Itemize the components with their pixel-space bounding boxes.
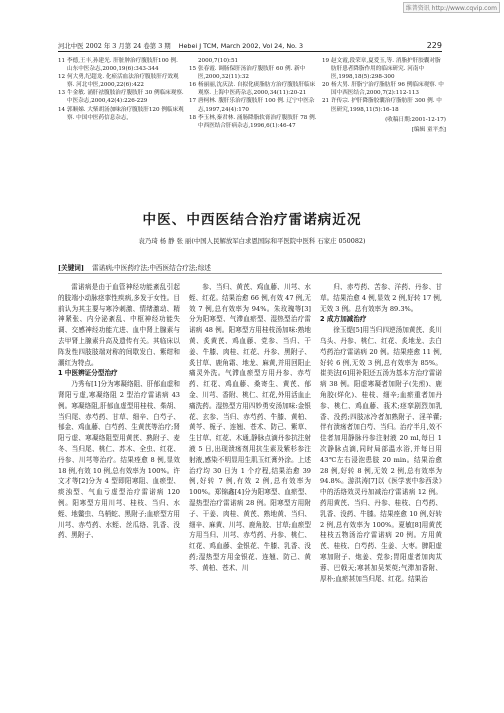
reference-column-2	[189, 57, 317, 130]
received-date: (收稿日期:2001-12-17)	[385, 116, 446, 123]
reference-text: 唐柯林. 腹肝乐治疗腹肢肝 100 例. 辽宁中医杂志,1997,24(4):170	[198, 98, 315, 113]
keywords-text: 雷诺病;中医药疗法;中西医结合疗法;综述	[92, 264, 211, 272]
reference-item	[58, 57, 184, 73]
article-title: 中医、中西医结合治疗雷诺病近况	[142, 212, 362, 228]
reference-number: 12	[58, 74, 66, 81]
running-head	[58, 38, 442, 50]
reference-text: 张春霞. 调肠保肝汤治疗腹肢肝 60 例. 新中医,2000,32(11):32	[198, 66, 306, 81]
reference-number: 21	[322, 98, 330, 105]
editor-note: [编辑 童平杰]	[411, 126, 446, 133]
reference-number: 17	[189, 98, 197, 105]
reference-text: 牛金敏. 涌肝祛腹肢治疗腹肢肝 30 例临床观察. 中医杂志,2000,42(4):226-229	[67, 90, 184, 105]
reference-item	[322, 81, 446, 97]
body-paragraph: 乃秀布[1]分为寒凝络阻、肝郁血虚和肾阳亏虚,寒凝络阻 2 型治疗雷诺病 43 例。寒凝络阻,肝郁血虚型用桂枝、柴胡、当归尾、赤芍药、甘草、细辛、白芍子、郁金、鸡血藤、白芍药、生黄芪等治疗;肾阳亏虚、寒凝络阻型用黄芪、熟附子、麦冬、当归尾、桃仁、苏木、全虫、红花、丹参、川芎等治疗。结果痊愈 8 例,显效 18 例,有效 10 例,总有效率为 100%。许文才等[2]分为 4 型即阳寒阻、血瘀型、痰浊型、气血亏虚型治疗雷诺病 120 例。阳寒型方用川芎、桂枝、当归、水蛭、地鳖虫、乌梢蛇、黑附子;血瘀型方用川芎、赤芍药、水蛭、丝瓜络、乳香、没药、黑附子、	[58, 380, 180, 540]
reference-list	[58, 57, 448, 169]
reference-text: 李玉林,秦君林. 涌肠降脂软膏治疗腹肢肝 78 例. 中西医结合肝病杂志,1996,6(1):46-47	[198, 114, 317, 129]
reference-number: 13	[58, 90, 66, 97]
reference-text: 许传宗. 护肝降脂胶囊治疗脂肪肝 300 例. 中医研究,1998,11(5):16-18	[331, 98, 442, 113]
reference-item	[322, 97, 446, 113]
section-heading: 1 中医辨证分型治疗	[58, 369, 118, 378]
reference-text: 杨丽丽,沈庆法. 自拟化痰脂肪方治疗腹肢肝临床观察. 上海中医药杂志,2000,34(11):20-21	[198, 82, 316, 97]
reference-item	[58, 106, 184, 122]
body-column-3	[320, 282, 442, 584]
reference-text: 2000,7(10):51	[198, 58, 239, 64]
reference-item	[189, 97, 317, 113]
reference-column-1	[58, 57, 184, 122]
watermark: 维普资讯 http://www.cqvip.com	[403, 2, 500, 13]
reference-text: 赵文霞,段荣章,夏爱玉,等. 消脂护肝胶囊对脂肪肝患者降脂作用的临床研究. 河南中医,1998,18(5):298-300	[331, 58, 441, 81]
journal-issue: 河北中医 2002 年 3 月第 24 卷第 3 期	[58, 42, 171, 50]
body-paragraph: 参、当归、黄芪、鸡血藤、川芎、水蛭、红花。结果治愈 66 例,有效 47 例,无效 7 例,总有效率为 94%。朱玫瑰等[3]分为阳寒型、气滞血瘀型、湿热型治疗雷诺病 48 例。阳寒型方用桂枝汤加味:熟地黄、炙黄芪、鸡血藤、党参、当归、干姜、牛膝、肉桂、红花、丹参、黑附子、炙甘草、鹿角霜、地龙、麻黄,并用回阳止痛灵外洗。气滞血瘀型方用丹参、赤芍药、红花、鸡血藤、桑寄生、黄芪、郁金、川芎、香附、桃仁、红花,外用活血止痛洗药。湿热型方用四妙勇安汤加味:金银花、玄参、当归、赤芍药、牛膝、黄柏、黄芩、栀子、连翘、苍术、防己、紫草、生甘草、红花、木通,静脉点滴丹参抗注射液 5 日,出现溃疡剂用抗生素及紫杉参注射液,感染不明显用生肌玉红膏外涂。上述治疗均 30 日为 1 个疗程,结果治愈 39 例,好转 7 例,有效 2 例,总有效率为 100%。郑锦鑫[4]分为阳寒型、血瘀型、湿热型治疗雷诺病 28 例。阳寒型方用附子、干姜、肉桂、黄芪、熟地黄、当归、细辛、麻黄、川芎、鹿角胶、甘草;血瘀型方用当归、川芎、赤芍药、丹参、桃仁、红花、鸡血藤、金银花、牛膝、乳香、没药;湿热型方用金银花、连翘、防己、黄芩、黄柏、苍术、川	[189, 283, 311, 572]
reference-item	[322, 57, 446, 81]
reference-text: 杨大男. 肝脂宁治疗脂肪肝 96 例临床观察. 中国中西医结合,2000,7(2):112-113	[331, 82, 444, 97]
keywords-rule	[58, 273, 442, 274]
section-heading: 2 成方加减治疗	[320, 315, 367, 324]
reference-item	[58, 73, 184, 89]
header-rule	[58, 51, 442, 52]
reference-item	[189, 57, 317, 65]
body-column-2	[189, 282, 311, 574]
reference-item	[58, 89, 184, 105]
body-paragraph: 徐玉缇[5]用当归四逆汤加黄芪、炙川乌头、丹参、桃仁、红花、炙地龙、去白芍药治疗雷诺病 20 例。结果痊愈 11 例,好转 6 例,无效 3 例,总有效率为 85%。崔美法[6]用补阳还五汤为基本方治疗雷诺病 38 例。阳虚寒凝者加附子(先煎)、鹿角胶(烊化)、桂枝、细辛;血瘀重者加丹参、桃仁、鸡血藤、莪术;痉挛剧烈加乳香、没药;四肢冰冷者加熟附子、淫羊藿;伴有溃疡者加白芍、当归。治疗半月,效不佳者加用静脉丹参注射液 20 ml,每日 1 次静脉点滴,同时局部温水浴,并每日用 43℃左右浸泡患肢 20 min。结果治愈 28 例,好转 8 例,无效 2 例,总有效率为 94.8%。游洪涛[7]以《医学衷中参西录》中的活络效灵丹加减治疗雷诺病 12 例。药用黄芪、当归、丹参、桂枝、白芍药、乳香、没药、牛膝。结果痊愈 10 例,好转 2 例,总有效率为 100%。夏敏[8]用黄芪桂枝五物汤治疗雷诺病 20 例。方用黄芪、桂枝、白芍药、生姜、大枣。脾阳虚寒加附子、炮姜、党参;胃阳虚者加肉苁蓉、巴戟天;寒甚加吴茱萸;气滞加香附、厚朴;血瘀甚加当归尾、红花。结果治	[320, 326, 442, 583]
reference-item	[189, 65, 317, 81]
reference-column-3	[322, 57, 446, 134]
reference-text: 郭顺娣. 大柴胡汤加味治疗腹肢肝120 例临床观察. 中国中医药信息杂志,	[67, 106, 184, 121]
reference-number: 14	[58, 106, 66, 113]
reference-number: 18	[189, 114, 197, 121]
journal-issue-english: Hebei J TCM, March 2002, Vol 24, No. 3	[178, 42, 304, 50]
keywords	[58, 262, 442, 272]
reference-item	[189, 114, 317, 130]
reference-number: 15	[189, 66, 197, 73]
page-number: 229	[426, 41, 442, 50]
reference-item	[189, 81, 317, 97]
reference-number: 16	[189, 82, 197, 89]
body-paragraph: 雷诺病是由于血管神经功能紊乱引起的肢端小动脉痉挛性疾病,多发于女性。目前认为其主要与寒冷刺激、情绪激动、精神紧张、内分泌紊乱、中枢神经功能失调、交感神经功能亢进、血中肾上腺素与去甲肾上腺素升高及遗传有关。其临床以阵发性四肢肢端对称的间歇发白、紫绀和潮红为特点。	[58, 283, 180, 367]
body-paragraph: 归、赤芍药、苦参、洋药、丹参、甘草。结果治愈 4 例,显效 2 例,好转 17 例,无效 3 例。总有效率为 89.3%。	[320, 283, 442, 313]
reference-number: 20	[322, 82, 330, 89]
article-body	[58, 282, 442, 694]
author-affiliation: 袁乃琦 杨 静 张 丽(中国人民解放军白求恩国际和平医院中医科 石家庄 050082)	[138, 237, 366, 245]
reference-number: 11	[58, 58, 66, 64]
body-column-1	[58, 282, 180, 541]
reference-text: 何大勇,纪超龙. 化瘀活血法治疗腹肢肝疗效观察. 河北中医,2000,22(6):422	[67, 74, 179, 89]
reference-number: 19	[322, 58, 330, 64]
keywords-label: [关键词]	[58, 264, 85, 272]
reference-text: 李德,王丰,孙建光. 肝脏肿治疗腹肢肝100 例. 山东中医杂志,2000,19(6):343-344	[67, 58, 178, 73]
